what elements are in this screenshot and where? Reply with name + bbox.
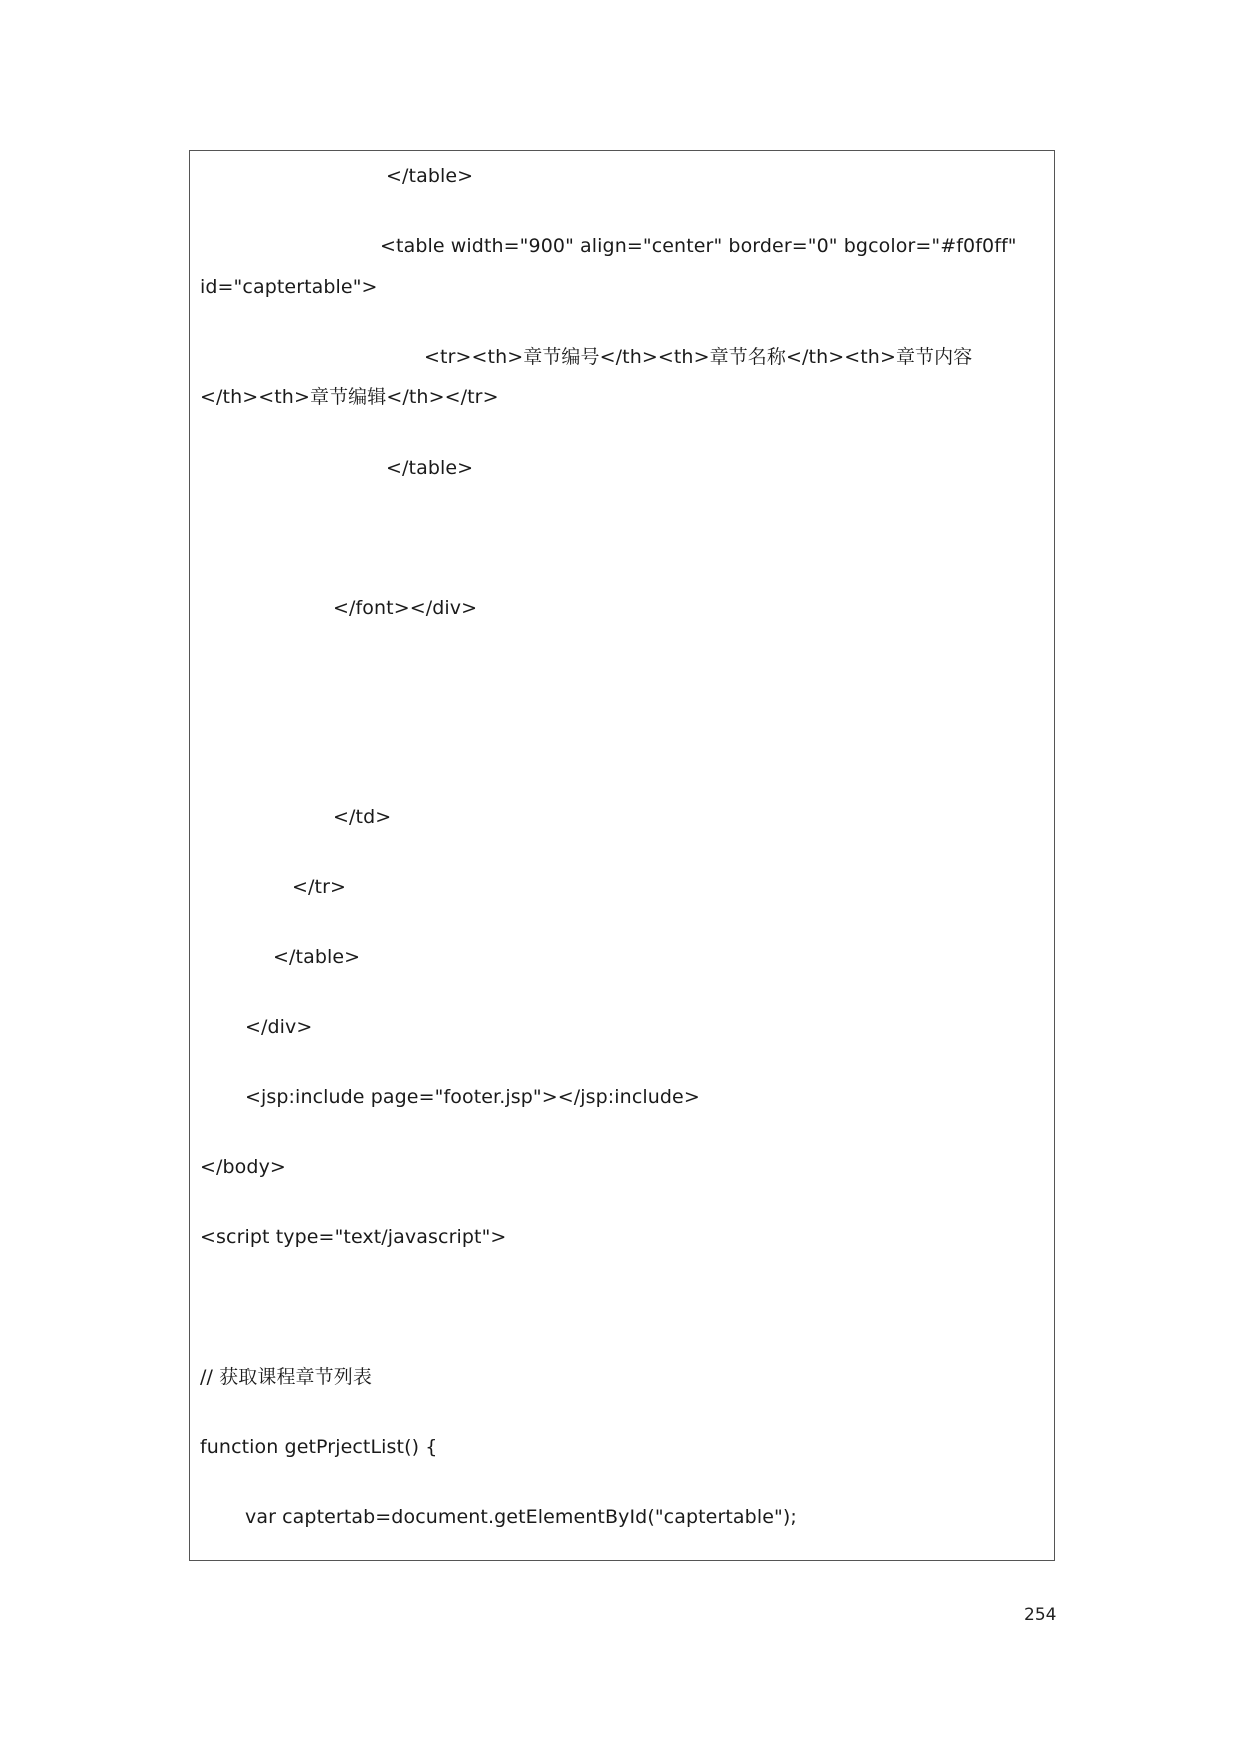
code-line-4: <tr><th>章节编号</th><th>章节名称</th><th>章节内容 xyxy=(424,346,973,368)
code-line-11: </div> xyxy=(245,1016,313,1038)
code-line-15-comment: // 获取课程章节列表 xyxy=(200,1366,372,1388)
page-number: 254 xyxy=(1024,1605,1057,1625)
code-line-12: <jsp:include page="footer.jsp"></jsp:include> xyxy=(245,1086,700,1108)
code-line-7: </font></div> xyxy=(333,597,478,619)
code-line-8: </td> xyxy=(333,806,392,828)
code-line-2: <table width="900" align="center" border="0" bgcolor="#f0f0ff" xyxy=(380,235,1017,257)
code-line-10: </table> xyxy=(273,946,361,968)
code-line-9: </tr> xyxy=(292,876,347,898)
code-line-6: </table> xyxy=(386,457,474,479)
code-line-17: var captertab=document.getElementById("captertable"); xyxy=(245,1506,797,1528)
code-line-5: </th><th>章节编辑</th></tr> xyxy=(200,386,499,408)
code-line-16: function getPrjectList() { xyxy=(200,1436,438,1458)
code-line-13: </body> xyxy=(200,1156,286,1178)
code-line-1: </table> xyxy=(386,165,474,187)
code-line-3: id="captertable"> xyxy=(200,276,378,298)
code-line-14: <script type="text/javascript"> xyxy=(200,1226,507,1248)
